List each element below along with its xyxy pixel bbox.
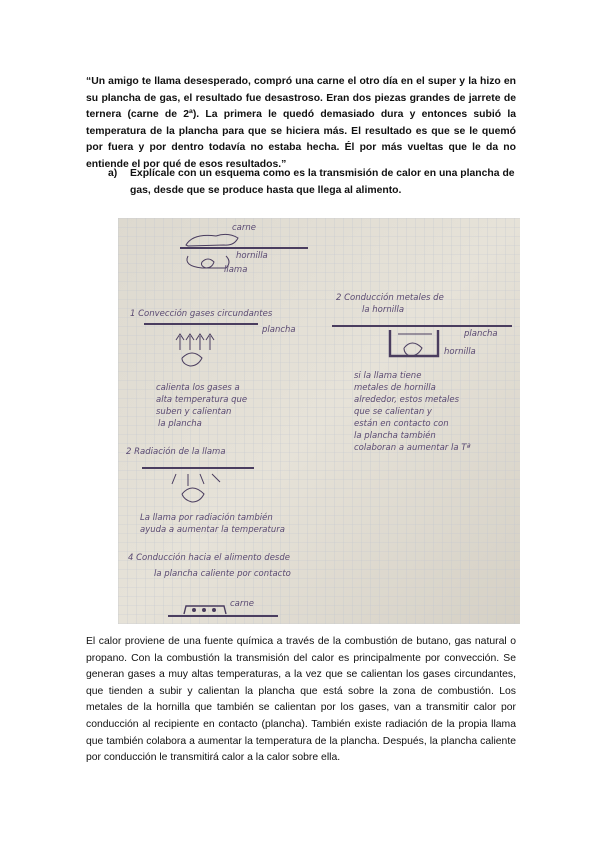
s2-note-5: están en contacto con [354, 419, 449, 429]
s4-title-2: la plancha caliente por contacto [154, 569, 291, 579]
label-carne: carne [232, 223, 256, 233]
s2-plancha: plancha [464, 329, 498, 339]
s3-note-1: La llama por radiación también [140, 513, 273, 523]
s4-title: 4 Conducción hacia el alimento desde [128, 553, 290, 563]
s2-note-1: si la llama tiene [354, 371, 422, 381]
s2-hornilla: hornilla [444, 347, 476, 357]
s2-title: 2 Conducción metales de [336, 293, 444, 303]
s3-title: 2 Radiación de la llama [126, 447, 226, 457]
task-text: Explícale con un esquema como es la transmisión de calor en una plancha de gas, desde que se produce hasta que llega al alimento. [130, 168, 515, 196]
s3-note-2: ayuda a aumentar la temperatura [140, 525, 285, 535]
sketch-drawing [118, 218, 520, 624]
problem-quote: “Un amigo te llama desesperado, compró una carne el otro día en el super y la hizo en su plancha de gas, el resultado fue desastroso. Eran dos piezas grandes de jarrete de ternera (carne de 2ª). La primera le quedó demasiado dura y entonces subió la temperatura de la plancha para que se hiciera más. El resultado es que se le quemó por fuera y por dentro todavía no estaba hecha. Él por más vueltas que le da no entiende el por qué de esos resultados.” [86, 76, 516, 170]
s2-note-2: metales de hornilla [354, 383, 436, 393]
s2-title-2: la hornilla [362, 305, 405, 315]
sketch-photo [118, 218, 520, 624]
s1-note-3: suben y calientan [156, 407, 232, 417]
s2-note-4: que se calientan y [354, 407, 432, 417]
s2-note-7: colaboran a aumentar la Tª [354, 443, 471, 453]
label-hornilla: hornilla [236, 251, 268, 261]
s2-note-6: la plancha también [354, 431, 436, 441]
s4-carne: carne [230, 599, 254, 609]
label-llama: llama [224, 265, 248, 275]
s1-title: 1 Convección gases circundantes [130, 309, 273, 319]
s1-note-1: calienta los gases a [156, 383, 240, 393]
s1-plancha: plancha [262, 325, 296, 335]
s1-note-2: alta temperatura que [156, 395, 248, 405]
task-label: a) [108, 168, 118, 179]
s1-note-4: la plancha [158, 419, 202, 429]
answer-paragraph: El calor proviene de una fuente química a través de la combustión de butano, gas natural o propano. Con la combustión la transmisión del calor es principalmente por convección. Se generan gases a muy altas temperaturas, a la vez que se calientan los gases circundantes, que tienden a subir y calientan la plancha que está sobre la zona de combustión. Los metales de la hornilla que también se calientan por los gases, van a transmitir calor por conducción al recipiente en contacto (plancha). También existe radiación de la propia llama que también colabora a aumentar la temperatura de la plancha. Después, la plancha caliente por conducción le transmitirá calor a la calor sobre ella. [86, 636, 516, 764]
s2-note-3: alrededor, estos metales [354, 395, 460, 405]
